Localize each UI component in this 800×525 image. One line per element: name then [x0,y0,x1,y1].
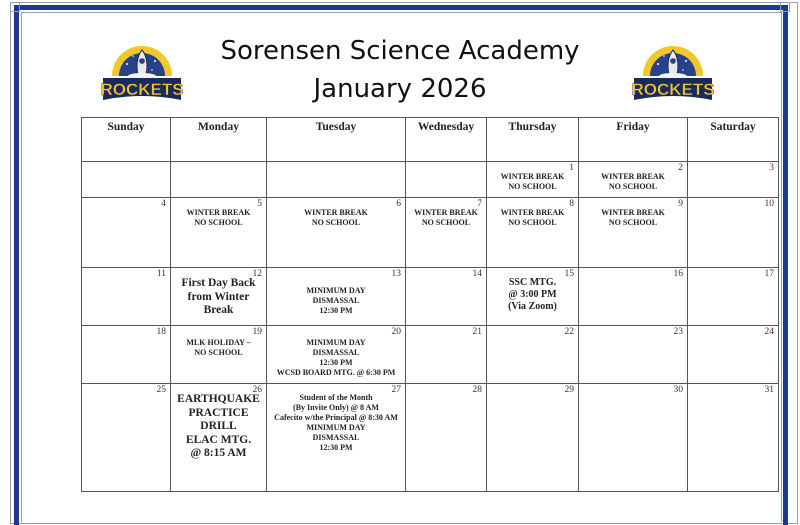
empty-day-cell [406,162,487,198]
event-line: NO SCHOOL [508,182,557,191]
event-line: WINTER BREAK [601,172,665,181]
event-line: PRACTICE [188,406,249,419]
event-line: Break [203,304,234,316]
day-number: 31 [764,385,774,395]
day-number: 25 [156,385,166,395]
day-number: 22 [564,327,574,337]
day-events [267,268,405,316]
event-line: WINTER BREAK [500,208,565,217]
day-cell [688,162,779,198]
event-line: NO SCHOOL [194,348,243,357]
week-row [82,326,779,384]
weekday-header-row [82,118,779,162]
week-row [82,162,779,198]
frame-border-top [14,5,786,10]
event-line: WINTER BREAK [186,208,251,217]
day-cell [487,162,579,198]
day-events [267,384,405,453]
svg-text:ROCKETS: ROCKETS [631,80,715,99]
day-cell [579,268,688,326]
day-events [487,162,578,192]
day-number: 28 [472,385,482,395]
weekday-header: Monday [171,118,267,162]
day-cell [267,326,406,384]
day-cell [579,384,688,492]
weekday-header: Thursday [487,118,579,162]
day-events [579,162,687,192]
day-number: 5 [257,199,262,209]
event-line: WINTER BREAK [500,172,565,181]
event-line: from Winter [187,290,250,303]
day-cell [688,326,779,384]
day-cell [82,384,171,492]
day-number: 2 [678,163,683,173]
event-line: (By Invite Only) @ 8 AM [293,403,379,412]
month-calendar [81,117,779,492]
rocket-logo-icon [628,28,718,106]
empty-day-cell [171,162,267,198]
day-number: 29 [564,385,574,395]
event-line: MINIMUM DAY [306,338,366,347]
event-line: NO SCHOOL [508,218,557,227]
event-line: WCSD BOARD MTG. @ 6:30 PM [276,368,396,377]
day-cell [406,198,487,268]
event-line: @ 3:00 PM [508,289,557,300]
event-line: NO SCHOOL [311,218,361,227]
day-number: 15 [564,269,574,279]
day-cell [82,198,171,268]
school-name-title: Sorensen Science Academy [220,36,580,66]
school-logo-left [97,28,187,106]
day-number: 6 [396,199,401,209]
event-line: WINTER BREAK [601,208,665,217]
week-row [82,268,779,326]
day-cell [82,268,171,326]
event-line: Cafecito w/the Principal @ 8:30 AM [274,413,398,422]
day-number: 3 [769,163,774,173]
day-number: 9 [678,199,683,209]
day-number: 30 [673,385,683,395]
event-line: WINTER BREAK [414,208,478,217]
day-number: 18 [156,327,166,337]
event-line: @ 8:15 AM [190,447,247,459]
event-line: DISMASSAL [312,296,360,305]
day-cell [82,326,171,384]
day-cell [688,268,779,326]
day-number: 14 [472,269,482,279]
event-line: 12:30 PM [319,358,353,367]
event-line: 12:30 PM [319,306,353,315]
day-events [487,198,578,228]
day-number: 27 [391,385,401,395]
week-row [82,384,779,492]
frame-border-left [14,5,19,525]
empty-day-cell [82,162,171,198]
day-cell [487,268,579,326]
day-number: 16 [673,269,683,279]
school-logo-right [628,28,718,106]
day-cell [171,268,267,326]
day-cell [406,326,487,384]
day-number: 10 [764,199,774,209]
day-cell [406,268,487,326]
event-line: WINTER BREAK [304,208,368,217]
day-number: 17 [764,269,774,279]
day-number: 19 [252,327,262,337]
event-line: Student of the Month [299,393,373,402]
day-cell [487,384,579,492]
day-events [579,198,687,228]
event-line: NO SCHOOL [608,218,658,227]
event-line: (Via Zoom) [508,301,557,312]
rocket-logo-icon [97,28,187,106]
day-events [267,198,405,228]
day-cell [579,198,688,268]
day-number: 13 [391,269,401,279]
day-cell [487,198,579,268]
day-cell [171,326,267,384]
day-events [406,198,486,228]
frame-inner-right [781,12,782,522]
day-number: 11 [156,269,166,279]
day-events [171,198,266,228]
day-number: 23 [673,327,683,337]
day-number: 26 [252,385,262,395]
day-cell [171,198,267,268]
day-number: 12 [252,269,262,279]
day-number: 20 [391,327,401,337]
day-number: 8 [569,199,574,209]
day-number: 21 [472,327,482,337]
day-cell [267,268,406,326]
event-line: NO SCHOOL [421,218,471,227]
day-cell [579,162,688,198]
frame-corner-right [780,2,790,12]
svg-text:ROCKETS: ROCKETS [100,80,184,99]
event-line: 12:30 PM [319,443,353,452]
day-events [171,384,266,461]
day-cell [688,198,779,268]
event-line: MLK HOLIDAY – [186,338,251,347]
day-cell [267,384,406,492]
event-line: First Day Back [181,277,256,289]
event-line: NO SCHOOL [608,182,658,191]
event-line: ELAC MTG. [185,433,252,446]
day-number: 1 [569,163,574,173]
event-line: MINIMUM DAY [306,286,366,295]
event-line: MINIMUM DAY [306,423,366,432]
event-line: NO SCHOOL [194,218,243,227]
empty-day-cell [267,162,406,198]
day-number: 7 [477,199,482,209]
day-cell [267,198,406,268]
frame-inner-top [21,12,781,13]
weekday-header: Saturday [688,118,779,162]
day-cell [688,384,779,492]
day-number: 24 [764,327,774,337]
event-line: DRILL [200,420,237,432]
weekday-header: Tuesday [267,118,406,162]
frame-border-right [783,5,788,525]
weekday-header: Wednesday [406,118,487,162]
weekday-header: Friday [579,118,688,162]
week-row [82,198,779,268]
event-line: EARTHQUAKE [177,393,260,405]
weekday-header: Sunday [82,118,171,162]
event-line: DISMASSAL [312,433,360,442]
event-line: SSC MTG. [508,277,557,288]
day-number: 4 [161,199,166,209]
day-cell [487,326,579,384]
day-events [267,326,405,378]
event-line: DISMASSAL [312,348,360,357]
day-cell [171,384,267,492]
month-year-title: January 2026 [313,74,487,104]
day-cell [406,384,487,492]
day-cell [579,326,688,384]
frame-corner-left [10,2,20,12]
frame-inner-left [21,12,22,522]
